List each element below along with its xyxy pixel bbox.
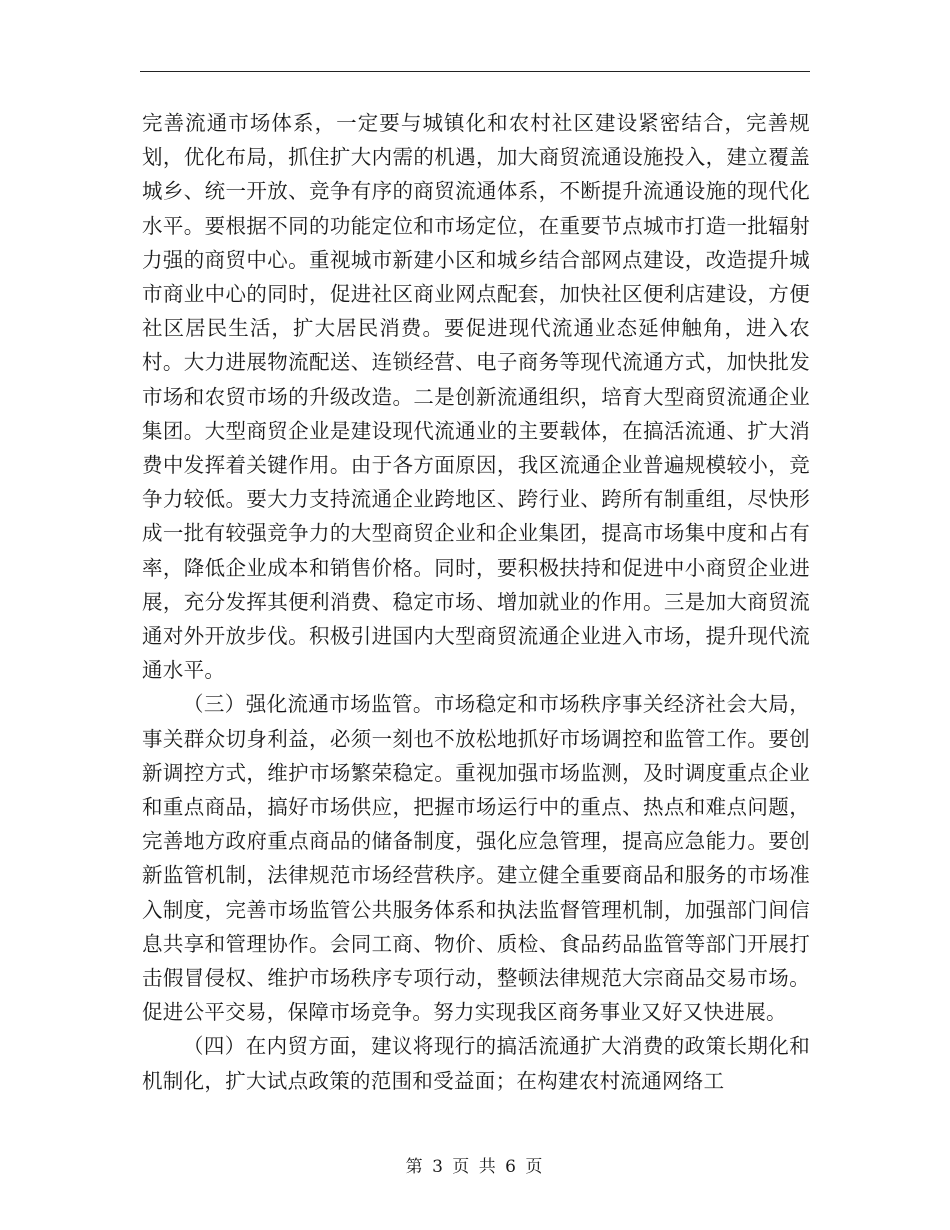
- paragraph-3: （四）在内贸方面，建议将现行的搞活流通扩大消费的政策长期化和机制化，扩大试点政策的范围和受益面；在构建农村流通网络工: [142, 1034, 810, 1093]
- page-number: 第 3 页 共 6 页: [405, 1157, 545, 1177]
- paragraph-2: （三）强化流通市场监管。市场稳定和市场秩序事关经济社会大局，事关群众切身利益，必须一刻也不放松地抓好市场调控和监管工作。要创新调控方式，维护市场繁荣稳定。重视加强市场监测，及时调度重点企业和重点商品，搞好市场供应，把握市场运行中的重点、热点和难点问题，完善地方政府重点商品的储备制度，强化应急管理，提高应急能力。要创新监管机制，法律规范市场经营秩序。建立健全重要商品和服务的市场准入制度，完善市场监管公共服务体系和执法监督管理机制，加强部门间信息共享和管理协作。会同工商、物价、质检、食品药品监管等部门开展打击假冒侵权、维护市场秩序专项行动，整顿法律规范大宗商品交易市场。促进公平交易，保障市场竞争。努力实现我区商务事业又好又快进展。: [142, 692, 810, 1025]
- document-body: [142, 106, 810, 1098]
- paragraph-1: 完善流通市场体系，一定要与城镇化和农村社区建设紧密结合，完善规划，优化布局，抓住扩大内需的机遇，加大商贸流通设施投入，建立覆盖城乡、统一开放、竞争有序的商贸流通体系，不断提升流通设施的现代化水平。要根据不同的功能定位和市场定位，在重要节点城市打造一批辐射力强的商贸中心。重视城市新建小区和城乡结合部网点建设，改造提升城市商业中心的同时，促进社区商业网点配套，加快社区便利店建设，方便社区居民生活，扩大居民消费。要促进现代流通业态延伸触角，进入农村。大力进展物流配送、连锁经营、电子商务等现代流通方式，加快批发市场和农贸市场的升级改造。二是创新流通组织，培育大型商贸流通企业集团。大型商贸企业是建设现代流通业的主要载体，在搞活流通、扩大消费中发挥着关键作用。由于各方面原因，我区流通企业普遍规模较小，竞争力较低。要大力支持流通企业跨地区、跨行业、跨所有制重组，尽快形成一批有较强竞争力的大型商贸企业和企业集团，提高市场集中度和占有率，降低企业成本和销售价格。同时，要积极扶持和促进中小商贸企业进展，充分发挥其便利消费、稳定市场、增加就业的作用。三是加大商贸流通对外开放步伐。积极引进国内大型商贸流通企业进入市场，提升现代流通水平。: [142, 111, 810, 683]
- header-rule: [140, 71, 810, 72]
